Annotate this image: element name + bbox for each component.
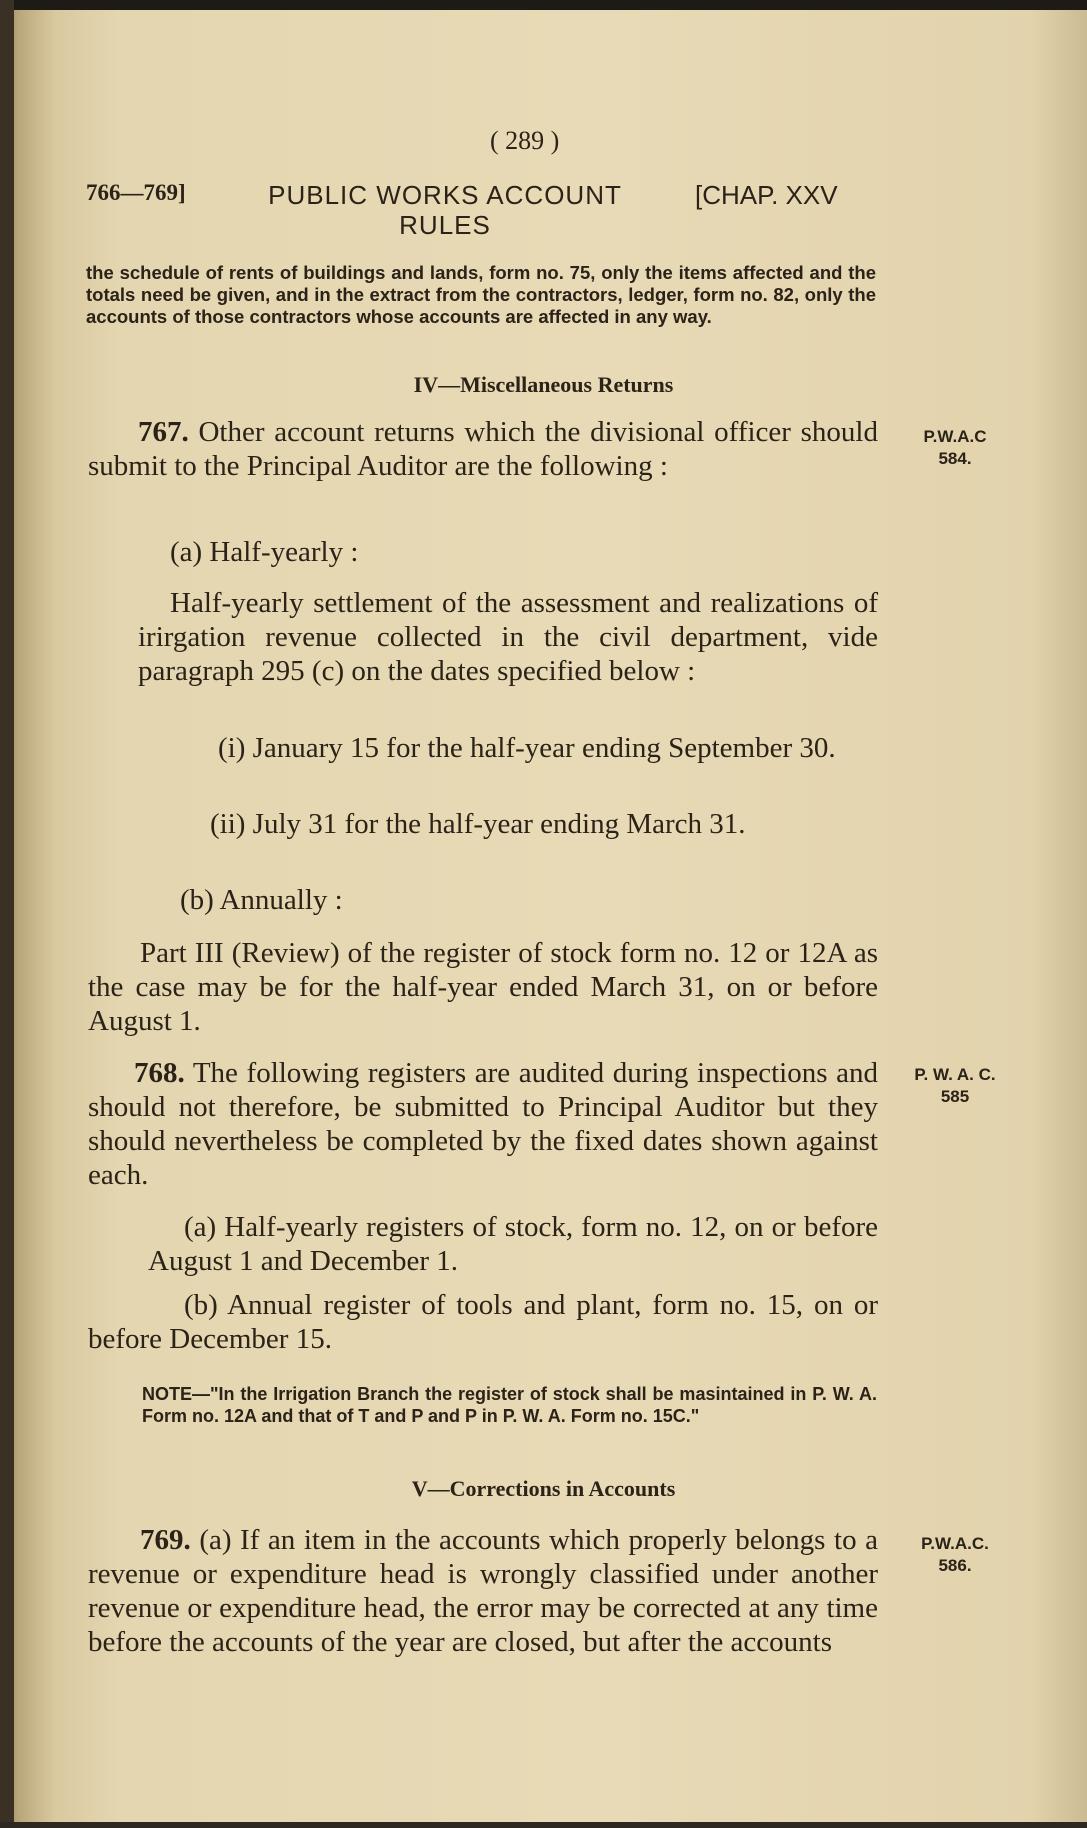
margin-reference-585: P. W. A. C. 585	[914, 1065, 996, 1106]
page-bottom-edge	[0, 1822, 1087, 1828]
running-title: PUBLIC WORKS ACCOUNT RULES	[268, 180, 622, 240]
rule-text: Other account returns which the divisional officer should submit to the Principal Auditor are the following :	[88, 416, 878, 482]
intro-paragraph: the schedule of rents of buildings and lands, form no. 75, only the items affected and the totals need be given, and in the extract from the contractors, ledger, form no. 82, only the accounts of those contractors whose accounts are affected in any way.	[86, 262, 876, 327]
rule-768-a: (a) Half-yearly registers of stock, form no. 12, on or before August 1 and December 1.	[148, 1211, 878, 1277]
rule-number: 768.	[134, 1057, 185, 1089]
margin-reference-584: P.W.A.C 584.	[923, 427, 987, 468]
section-heading-corrections-in-accounts: V—Corrections in Accounts	[411, 1476, 676, 1501]
page-top-edge	[0, 0, 1087, 10]
rule-768-b: (b) Annual register of tools and plant, form no. 15, on or before December 15.	[88, 1289, 878, 1355]
section-heading-miscellaneous-returns: IV—Miscellaneous Returns	[413, 372, 674, 397]
rule-767-i: (i) January 15 for the half-year ending September 30.	[218, 732, 836, 764]
chapter-label: [CHAP. XXV	[695, 180, 838, 210]
section-range: 766—769]	[86, 180, 186, 205]
rule-text: (a) If an item in the accounts which properly belongs to a revenue or expenditure head is wrongly classified under another revenue or expenditure head, the error may be corrected at any time before the accounts of the year are closed, but after the accounts	[88, 1524, 879, 1658]
rule-text: The following registers are audited during inspections and should not therefore, be submitted to Principal Auditor but they should nevertheless be completed by the fixed dates shown against each.	[88, 1057, 878, 1191]
rule-number: 769.	[140, 1524, 191, 1556]
page-number: ( 289 )	[490, 126, 560, 155]
rule-768	[88, 1056, 878, 1192]
rule-769	[88, 1523, 878, 1659]
margin-reference-586: P.W.A.C. 586.	[921, 1534, 989, 1575]
rule-number: 767.	[138, 416, 189, 448]
rule-767-b-label: (b) Annually :	[180, 884, 343, 916]
note-paragraph: NOTE—"In the Irrigation Branch the register of stock shall be masintained in P. W. A. Form no. 12A and that of T and P and P in P. W. A. Form no. 15C."	[142, 1384, 877, 1426]
rule-767-a-text: Half-yearly settlement of the assessment and realizations of irirgation revenue collected in the civil department, vide paragraph 295 (c) on the dates specified below :	[138, 587, 878, 687]
rule-767	[88, 415, 878, 483]
rule-767-ii: (ii) July 31 for the half-year ending March 31.	[210, 808, 746, 840]
book-spine-edge	[0, 0, 14, 1828]
rule-767-a-label: (a) Half-yearly :	[170, 536, 359, 568]
rule-767-b-text: Part III (Review) of the register of stock form no. 12 or 12A as the case may be for the half-year ended March 31, on or before August 1.	[88, 937, 878, 1037]
